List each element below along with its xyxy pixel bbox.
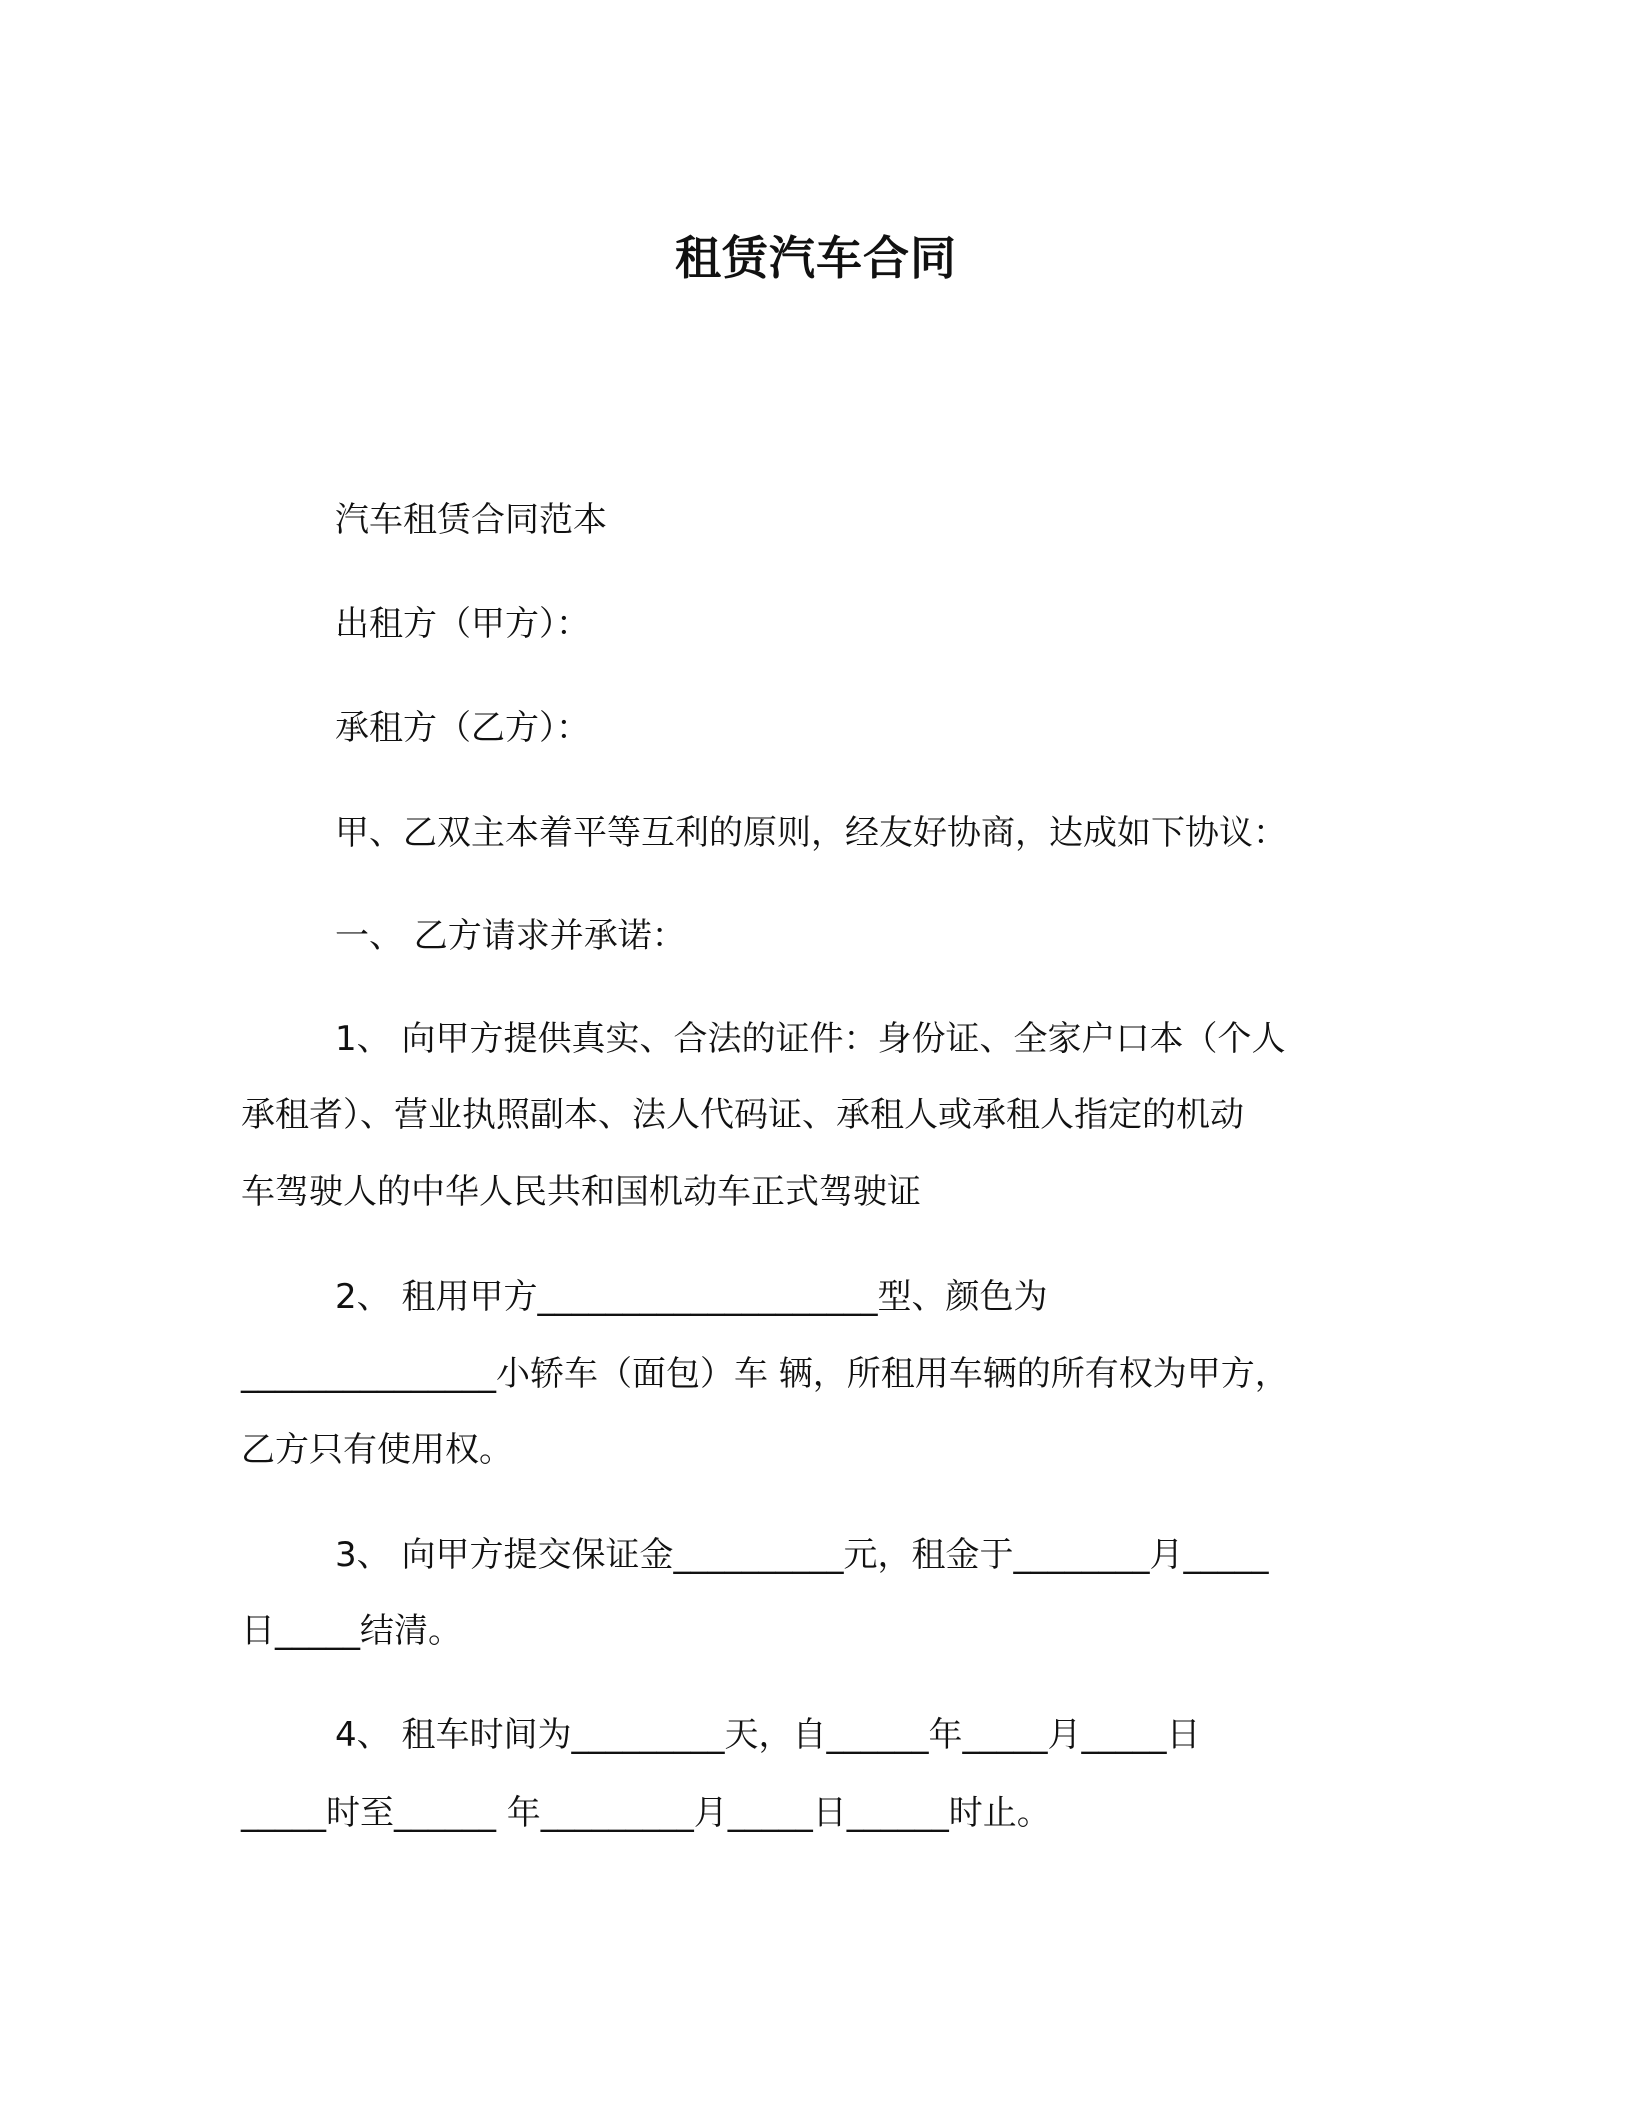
clause-line: 日_____结清。 [241,1611,462,1651]
clause-line: 2、 租用甲方____________________型、颜色为 [335,1277,1048,1317]
lessee-label: 承租方（乙方）： [335,708,590,748]
clause-line: 1、 向甲方提供真实、合法的证件：身份证、全家户口本（个人 [335,1019,1286,1059]
clause-line: 4、 租车时间为_________天，自______年_____月_____日 [335,1715,1201,1755]
clause-line: 乙方只有使用权。 [241,1430,513,1470]
section-1-heading: 一、 乙方请求并承诺： [335,916,686,956]
lessor-label: 出租方（甲方）： [335,604,590,644]
clause-line: 车驾驶人的中华人民共和国机动车正式驾驶证 [241,1172,921,1212]
document-title: 租赁汽车合同 [675,231,957,285]
subtitle: 汽车租赁合同范本 [335,500,607,540]
preamble: 甲、乙双主本着平等互利的原则，经友好协商，达成如下协议： [335,813,1287,853]
clause-line: 承租者）、营业执照副本、法人代码证、承租人或承租人指定的机动 [241,1095,1244,1135]
clause-line: _______________小轿车（面包）车 辆，所租用车辆的所有权为甲方， [241,1354,1289,1394]
clause-line: _____时至______ 年_________月_____日______时止。 [241,1793,1051,1833]
clause-line: 3、 向甲方提交保证金__________元，租金于________月_____ [335,1535,1269,1575]
